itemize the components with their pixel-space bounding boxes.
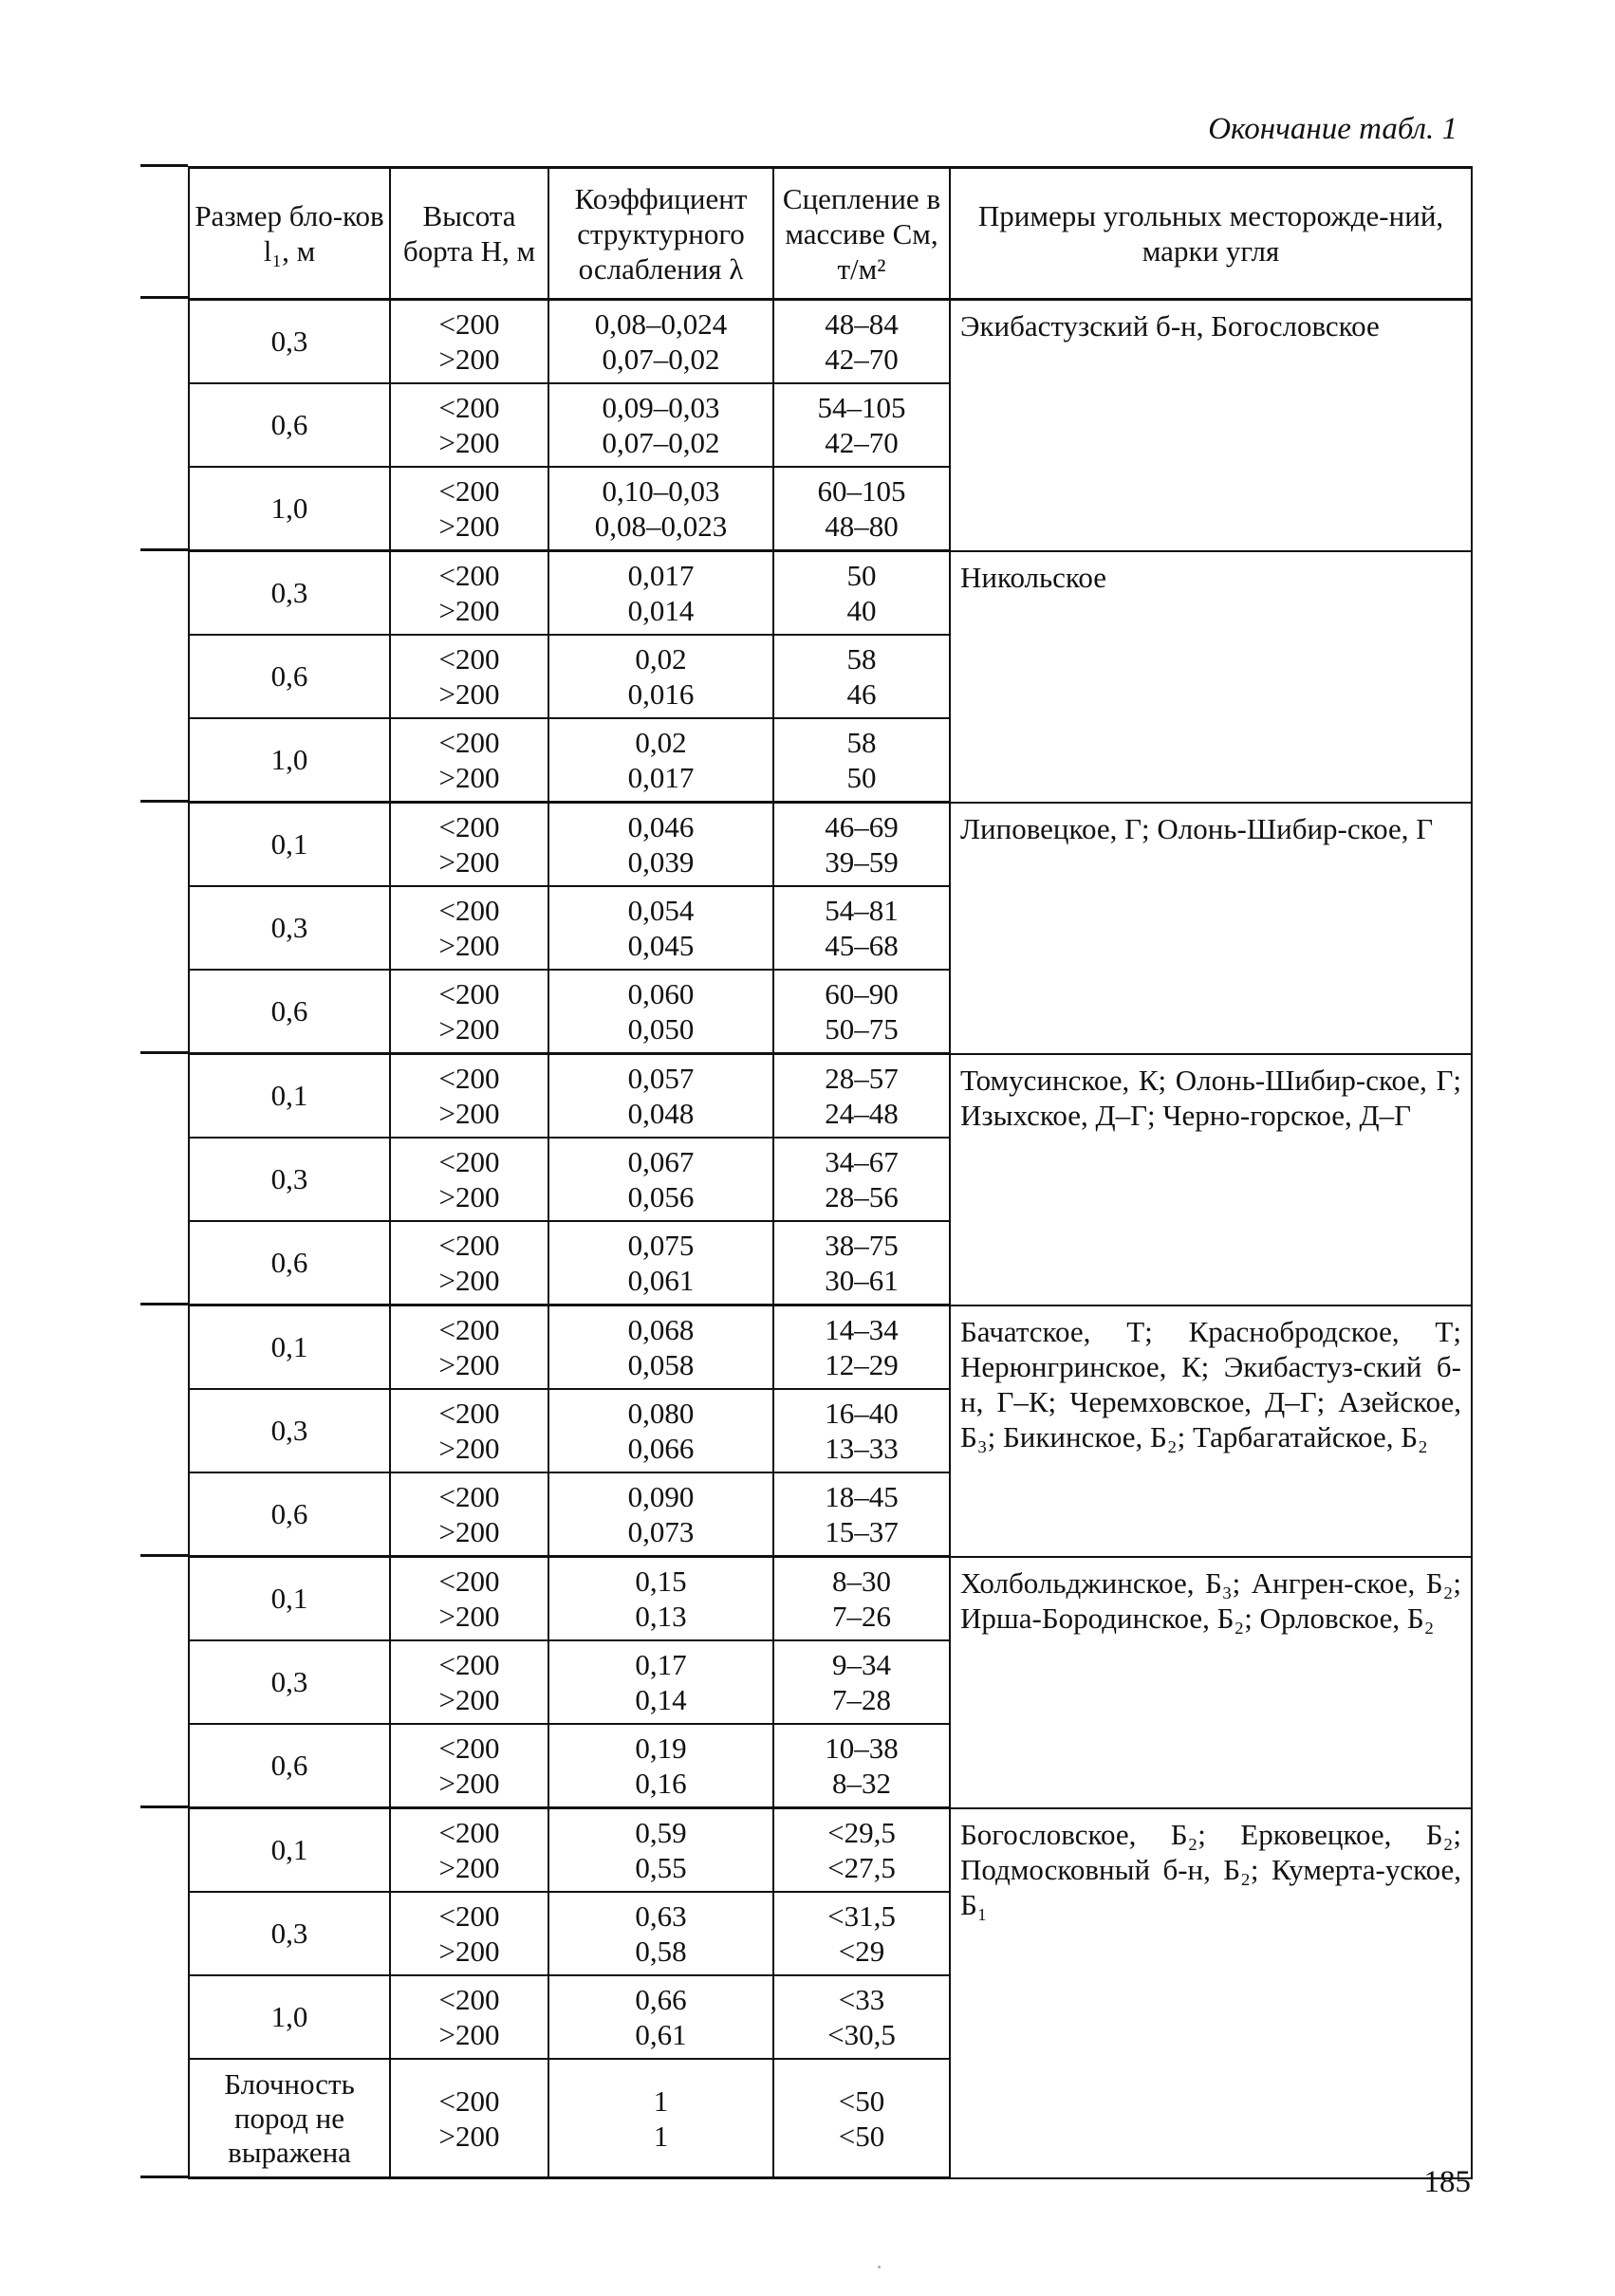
cell-slope-height: <200 >200 bbox=[390, 1472, 548, 1557]
cell-slope-height: <200 >200 bbox=[390, 1557, 548, 1641]
header-block-size: Размер бло-ков l₁, м bbox=[189, 168, 390, 300]
header-lambda: Коэффициент структурного ослабления λ bbox=[548, 168, 773, 300]
cell-block-size: 1,0 bbox=[189, 467, 390, 551]
cell-examples: Липовецкое, Г; Олонь-Шибир-ское, Г bbox=[950, 803, 1472, 1054]
cell-slope-height: <200 >200 bbox=[390, 1389, 548, 1472]
table-row bbox=[189, 803, 1472, 887]
cell-examples: Томусинское, К; Олонь-Шибир-ское, Г; Изыхское, Д–Г; Черно-горское, Д–Г bbox=[950, 1054, 1472, 1305]
cell-block-size: 0,3 bbox=[189, 551, 390, 636]
cell-lambda: 0,02 0,016 bbox=[548, 635, 773, 718]
cell-lambda: 0,060 0,050 bbox=[548, 970, 773, 1054]
cell-block-size: 1,0 bbox=[189, 1975, 390, 2059]
rule-stub bbox=[140, 1805, 188, 1808]
cell-examples: Бачатское, Т; Краснобродское, Т; Нерюнгринское, К; Экибастуз-ский б-н, Г–К; Черемховское, Д–Г; Азейское, Б₃; Бикинское, Б₂; Тарбагатайское, Б₂ bbox=[950, 1305, 1472, 1557]
scan-speck bbox=[878, 2266, 881, 2268]
cell-block-size: 1,0 bbox=[189, 718, 390, 803]
data-table bbox=[188, 166, 1473, 2179]
cell-lambda: 0,075 0,061 bbox=[548, 1221, 773, 1305]
table-body bbox=[189, 300, 1472, 2178]
cell-cohesion: <33 <30,5 bbox=[773, 1975, 950, 2059]
cell-cohesion: 16–40 13–33 bbox=[773, 1389, 950, 1472]
cell-block-size: 0,3 bbox=[189, 1389, 390, 1472]
cell-block-size: 0,3 bbox=[189, 1892, 390, 1975]
cell-lambda: 0,067 0,056 bbox=[548, 1138, 773, 1221]
cell-cohesion: 54–105 42–70 bbox=[773, 383, 950, 467]
rule-stub bbox=[140, 2176, 188, 2178]
rule-stub bbox=[140, 164, 188, 167]
rule-stub bbox=[140, 1554, 188, 1557]
cell-slope-height: <200 >200 bbox=[390, 300, 548, 384]
cell-lambda: 0,02 0,017 bbox=[548, 718, 773, 803]
cell-block-size: 0,6 bbox=[189, 970, 390, 1054]
table-row bbox=[189, 1305, 1472, 1390]
cell-cohesion: 14–34 12–29 bbox=[773, 1305, 950, 1390]
rule-stub bbox=[140, 1303, 188, 1305]
cell-block-size: 0,3 bbox=[189, 300, 390, 384]
cell-cohesion: 9–34 7–28 bbox=[773, 1640, 950, 1724]
cell-slope-height: <200 >200 bbox=[390, 1724, 548, 1808]
cell-slope-height: <200 >200 bbox=[390, 1305, 548, 1390]
cell-slope-height: <200 >200 bbox=[390, 1054, 548, 1139]
cell-cohesion: 28–57 24–48 bbox=[773, 1054, 950, 1139]
cell-cohesion: <50 <50 bbox=[773, 2059, 950, 2178]
table-header-row bbox=[189, 168, 1472, 300]
table-caption: Окончание табл. 1 bbox=[1208, 112, 1457, 146]
cell-block-size: 0,6 bbox=[189, 1221, 390, 1305]
header-cohesion: Сцепление в массиве Cм, т/м² bbox=[773, 168, 950, 300]
cell-examples: Богословское, Б₂; Ерковецкое, Б₂; Подмосковный б-н, Б₂; Кумерта-уское, Б₁ bbox=[950, 1808, 1472, 2178]
header-examples: Примеры угольных месторожде-ний, марки угля bbox=[950, 168, 1472, 300]
table-row bbox=[189, 1557, 1472, 1641]
cell-cohesion: 58 46 bbox=[773, 635, 950, 718]
header-slope-height: Высота борта H, м bbox=[390, 168, 548, 300]
cell-cohesion: 58 50 bbox=[773, 718, 950, 803]
cell-slope-height: <200 >200 bbox=[390, 1640, 548, 1724]
cell-block-size: 0,6 bbox=[189, 1724, 390, 1808]
rule-stub bbox=[140, 800, 188, 803]
rule-stub bbox=[140, 296, 188, 299]
cell-block-size: Блочность пород не выражена bbox=[189, 2059, 390, 2178]
cell-slope-height: <200 >200 bbox=[390, 1892, 548, 1975]
cell-cohesion: 54–81 45–68 bbox=[773, 886, 950, 970]
cell-lambda: 0,046 0,039 bbox=[548, 803, 773, 887]
cell-block-size: 0,3 bbox=[189, 886, 390, 970]
cell-lambda: 0,66 0,61 bbox=[548, 1975, 773, 2059]
cell-block-size: 0,6 bbox=[189, 635, 390, 718]
cell-lambda: 0,057 0,048 bbox=[548, 1054, 773, 1139]
cell-cohesion: 8–30 7–26 bbox=[773, 1557, 950, 1641]
cell-slope-height: <200 >200 bbox=[390, 1221, 548, 1305]
cell-lambda: 0,17 0,14 bbox=[548, 1640, 773, 1724]
cell-lambda: 0,08–0,024 0,07–0,02 bbox=[548, 300, 773, 384]
cell-block-size: 0,6 bbox=[189, 383, 390, 467]
cell-slope-height: <200 >200 bbox=[390, 467, 548, 551]
cell-cohesion: <29,5 <27,5 bbox=[773, 1808, 950, 1893]
cell-lambda: 0,068 0,058 bbox=[548, 1305, 773, 1390]
cell-lambda: 0,017 0,014 bbox=[548, 551, 773, 636]
cell-slope-height: <200 >200 bbox=[390, 2059, 548, 2178]
table-row bbox=[189, 1054, 1472, 1139]
cell-slope-height: <200 >200 bbox=[390, 551, 548, 636]
cell-cohesion: 18–45 15–37 bbox=[773, 1472, 950, 1557]
cell-cohesion: 48–84 42–70 bbox=[773, 300, 950, 384]
cell-cohesion: 10–38 8–32 bbox=[773, 1724, 950, 1808]
cell-cohesion: 34–67 28–56 bbox=[773, 1138, 950, 1221]
rule-stub bbox=[140, 548, 188, 551]
cell-block-size: 0,1 bbox=[189, 1054, 390, 1139]
cell-slope-height: <200 >200 bbox=[390, 1808, 548, 1893]
cell-slope-height: <200 >200 bbox=[390, 970, 548, 1054]
rule-stub bbox=[140, 1051, 188, 1054]
cell-slope-height: <200 >200 bbox=[390, 1975, 548, 2059]
cell-block-size: 0,6 bbox=[189, 1472, 390, 1557]
cell-lambda: 0,090 0,073 bbox=[548, 1472, 773, 1557]
cell-cohesion: 46–69 39–59 bbox=[773, 803, 950, 887]
cell-cohesion: 60–90 50–75 bbox=[773, 970, 950, 1054]
cell-slope-height: <200 >200 bbox=[390, 1138, 548, 1221]
cell-lambda: 1 1 bbox=[548, 2059, 773, 2178]
cell-lambda: 0,10–0,03 0,08–0,023 bbox=[548, 467, 773, 551]
cell-slope-height: <200 >200 bbox=[390, 803, 548, 887]
cell-lambda: 0,15 0,13 bbox=[548, 1557, 773, 1641]
cell-lambda: 0,59 0,55 bbox=[548, 1808, 773, 1893]
cell-slope-height: <200 >200 bbox=[390, 383, 548, 467]
cell-cohesion: 60–105 48–80 bbox=[773, 467, 950, 551]
table-row bbox=[189, 551, 1472, 636]
cell-slope-height: <200 >200 bbox=[390, 886, 548, 970]
cell-block-size: 0,1 bbox=[189, 1557, 390, 1641]
cell-block-size: 0,1 bbox=[189, 1808, 390, 1893]
table-row bbox=[189, 300, 1472, 384]
cell-lambda: 0,09–0,03 0,07–0,02 bbox=[548, 383, 773, 467]
cell-lambda: 0,080 0,066 bbox=[548, 1389, 773, 1472]
cell-examples: Экибастузский б-н, Богословское bbox=[950, 300, 1472, 551]
cell-block-size: 0,1 bbox=[189, 1305, 390, 1390]
page-number: 185 bbox=[1423, 2165, 1471, 2199]
cell-lambda: 0,63 0,58 bbox=[548, 1892, 773, 1975]
cell-lambda: 0,054 0,045 bbox=[548, 886, 773, 970]
cell-examples: Холбольджинское, Б₃; Ангрен-ское, Б₂; Ирша-Бородинское, Б₂; Орловское, Б₂ bbox=[950, 1557, 1472, 1808]
cell-lambda: 0,19 0,16 bbox=[548, 1724, 773, 1808]
cell-examples: Никольское bbox=[950, 551, 1472, 803]
cell-cohesion: <31,5 <29 bbox=[773, 1892, 950, 1975]
cell-slope-height: <200 >200 bbox=[390, 718, 548, 803]
cell-block-size: 0,3 bbox=[189, 1138, 390, 1221]
table-row bbox=[189, 1808, 1472, 1893]
cell-cohesion: 50 40 bbox=[773, 551, 950, 636]
cell-block-size: 0,1 bbox=[189, 803, 390, 887]
cell-cohesion: 38–75 30–61 bbox=[773, 1221, 950, 1305]
cell-slope-height: <200 >200 bbox=[390, 635, 548, 718]
cell-block-size: 0,3 bbox=[189, 1640, 390, 1724]
